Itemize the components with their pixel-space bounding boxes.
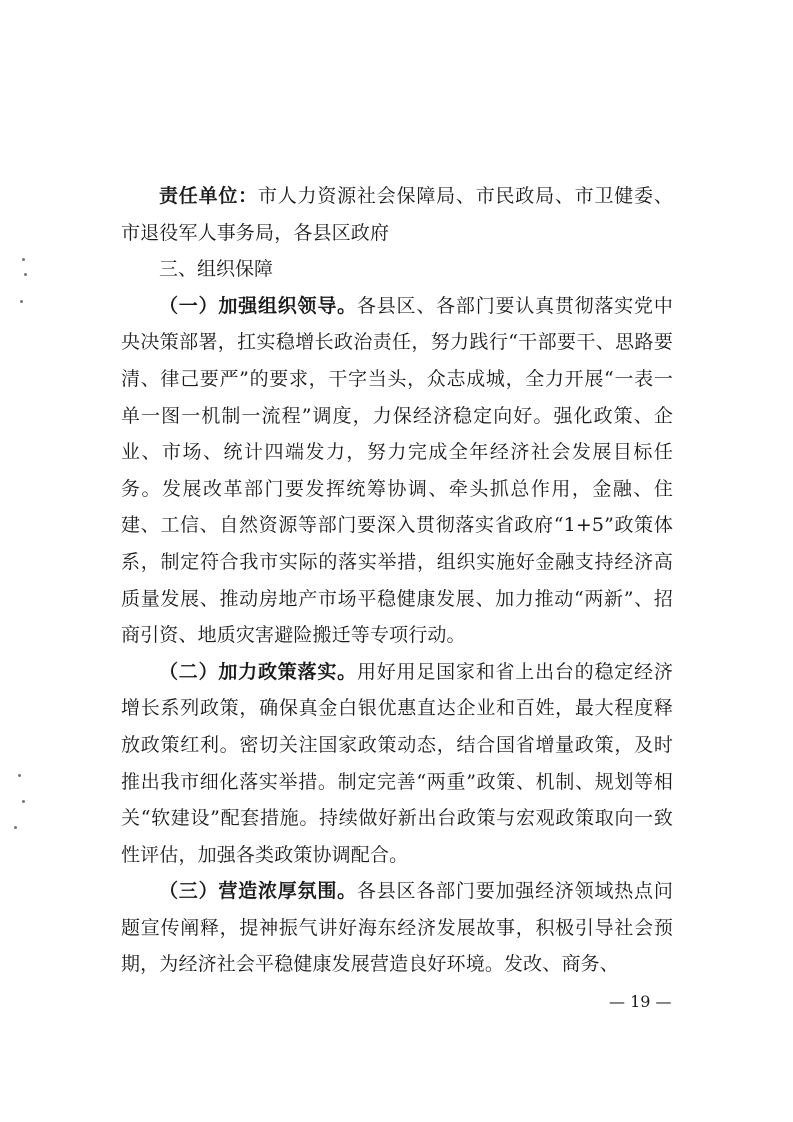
section-heading: 三、组织保障 — [159, 258, 274, 281]
paragraph-atmosphere — [121, 873, 673, 983]
document-body — [121, 178, 673, 983]
paragraph-lead: （三）营造浓厚氛围。 — [159, 880, 357, 903]
scan-speck — [20, 300, 23, 303]
paragraph-lead: （一）加强组织领导。 — [159, 294, 357, 317]
page-number: — 19 — — [609, 992, 672, 1011]
paragraph-organization-leadership — [121, 288, 673, 654]
scan-speck — [22, 800, 25, 803]
scan-speck — [22, 258, 25, 261]
paragraph-body: 各县区、各部门要认真贯彻落实党中央决策部署，扛实稳增长政治责任，努力践行“干部要干、思路要清、律己要严”的要求，干字当头，众志成城，全力开展“一表一单一图一机制一流程”调度，力保经济稳定向好。强化政策、企业、市场、统计四端发力，努力完成全年经济社会发展目标任务。发展改革部门要发挥统筹协调、牵头抓总作用，金融、住建、工信、自然资源等部门要深入贯彻落实省政府“1+5”政策体系，制定符合我市实际的落实举措，组织实施好金融支持经济高质量发展、推动房地产市场平稳健康发展、加力推动“两新”、招商引资、地质灾害避险搬迁等专项行动。 — [121, 294, 673, 647]
paragraph-policy-implementation — [121, 654, 673, 874]
scan-speck — [24, 273, 27, 276]
responsible-units-label: 责任单位： — [159, 185, 258, 207]
scan-speck — [18, 774, 21, 777]
responsible-units-text: 市人力资源社会保障局、市民政局、市卫健委、市退役军人事务局，各县区政府 — [121, 185, 673, 244]
paragraph-body: 各县区各部门要加强经济领域热点问题宣传阐释，提神振气讲好海东经济发展故事，积极引导社会预期，为经济社会平稳健康发展营造良好环境。发改、商务、 — [121, 880, 673, 976]
paragraph-body: 用好用足国家和省上出台的稳定经济增长系列政策，确保真金白银优惠直达企业和百姓，最大程度释放政策红利。密切关注国家政策动态，结合国省增量政策，及时推出我市细化落实举措。制定完善“两重”政策、机制、规划等相关“软建设”配套措施。持续做好新出台政策与宏观政策取向一致性评估，加强各类政策协调配合。 — [121, 660, 673, 866]
scan-speck — [14, 826, 17, 829]
paragraph-lead: （二）加力政策落实。 — [159, 660, 357, 683]
responsible-units-paragraph — [121, 178, 673, 251]
